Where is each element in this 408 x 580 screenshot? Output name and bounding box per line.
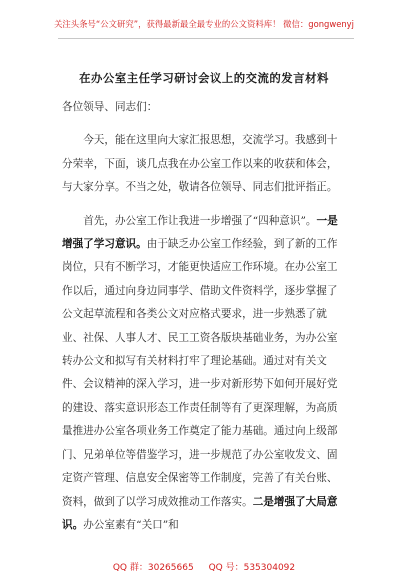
main-paragraph [62, 210, 348, 538]
document-body [62, 96, 348, 537]
qq-group-number: QQ 群：30265665 [112, 563, 194, 573]
opening-paragraph: 今天，能在这里向大家汇报思想，交流学习。我感到十分荣幸，下面，谈几点我在办公室工作以来的收获和体会，与大家分享。不当之处，敬请各位领导、同志们批评指正。 [62, 134, 338, 194]
point-two-title: 增强了大局意识。 [62, 495, 338, 531]
point-one-marker: 一是 [316, 214, 338, 227]
footer-contact [0, 560, 408, 573]
qq-number: QQ 号：535304092 [208, 563, 296, 573]
header-divider [58, 38, 354, 39]
paragraph-lead: 首先，办公室工作让我进一步增强了“四种意识”。 [83, 214, 317, 227]
point-one-body: 由于缺乏办公室工作经验，到了新的工作岗位，只有不断学习，才能更快适应工作环境。在办公室工作以后，通过向身边同事学、借助文件资料学，逐步掌握了公文起草流程和各类公文对应格式要求，进一步熟悉了就业、社保、人事人才、民工工资各版块基础业务，为办公室转办公文和拟写有关材料打牢了理论基础。通过对有关文件、会议精神的深入学习，进一步对新形势下如何开展好党的建设、落实意识形态工作责任制等有了更深理解，为高质量推进办公室各项业务工作奠定了能力基础。通过向上级部门、兄弟单位等借鉴学习，进一步规范了办公室收发文、固定资产管理、信息安全保密等工作制度，完善了有关台账、资料，做到了以学习成效推动工作落实。 [62, 238, 338, 508]
point-two-body: 办公室素有“关口”和 [83, 518, 179, 531]
point-one-title: 增强了学习意识。 [62, 238, 147, 251]
point-two-marker: 二是 [252, 495, 274, 508]
document-title: 在办公室主任学习研讨会议上的交流的发言材料 [79, 71, 329, 85]
salutation: 各位领导、同志们： [62, 101, 158, 113]
header-banner: 关注头条号“公文研究”，获得最新最全最专业的公文资料库！ 微信：gongwenyj [54, 19, 354, 29]
